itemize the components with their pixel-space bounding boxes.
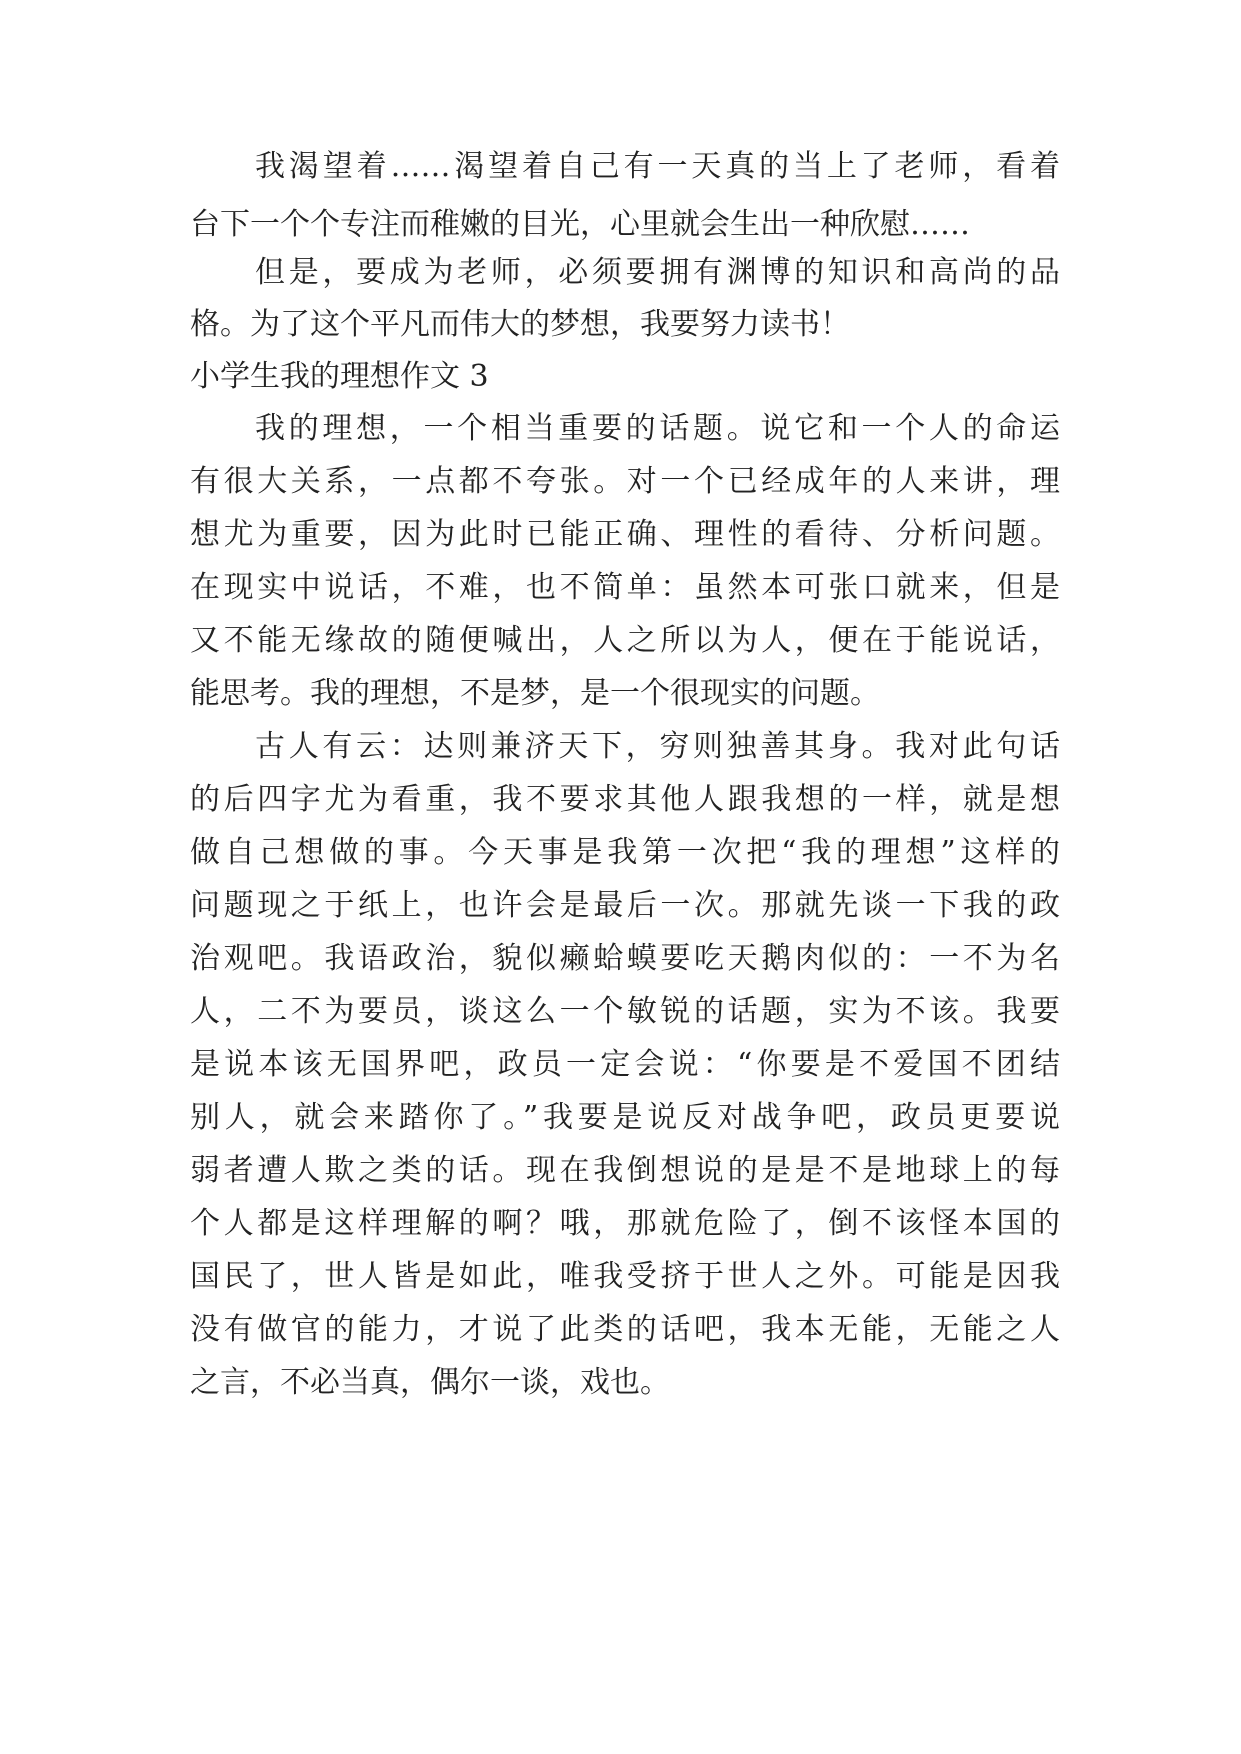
para4-line-5: 治观吧。我语政治，貌似癞蛤蟆要吃天鹅肉似的：一不为名 <box>190 941 1060 976</box>
para4-line-4: 问题现之于纸上，也许会是最后一次。那就先谈一下我的政 <box>190 888 1060 923</box>
para3-line-4: 在现实中说话，不难，也不简单：虽然本可张口就来，但是 <box>190 570 1060 605</box>
para4-line-11: 国民了，世人皆是如此，唯我受挤于世人之外。可能是因我 <box>190 1259 1060 1294</box>
para1-line-2: 台下一个个专注而稚嫩的目光，心里就会生出一种欣慰…… <box>190 207 970 242</box>
para2-line-2: 格。为了这个平凡而伟大的梦想，我要努力读书！ <box>190 307 850 342</box>
para4-line-6: 人，二不为要员，谈这么一个敏锐的话题，实为不该。我要 <box>190 994 1060 1029</box>
para3-line-6: 能思考。我的理想，不是梦，是一个很现实的问题。 <box>190 676 880 711</box>
para4-line-7: 是说本该无国界吧，政员一定会说：“你要是不爱国不团结 <box>190 1047 1060 1082</box>
para3-line-3: 想尤为重要，因为此时已能正确、理性的看待、分析问题。 <box>190 517 1060 552</box>
para4-line-8: 别人，就会来踏你了。”我要是说反对战争吧，政员更要说 <box>190 1100 1060 1135</box>
para3-line-1: 我的理想，一个相当重要的话题。说它和一个人的命运 <box>255 411 1060 446</box>
para4-line-1: 古人有云：达则兼济天下，穷则独善其身。我对此句话 <box>255 729 1060 764</box>
section-heading: 小学生我的理想作文 3 <box>190 359 489 394</box>
para4-line-10: 个人都是这样理解的啊？哦，那就危险了，倒不该怪本国的 <box>190 1206 1060 1241</box>
para3-line-2: 有很大关系，一点都不夸张。对一个已经成年的人来讲，理 <box>190 464 1060 499</box>
para3-line-5: 又不能无缘故的随便喊出，人之所以为人，便在于能说话， <box>190 623 1060 658</box>
para4-line-3: 做自己想做的事。今天事是我第一次把“我的理想”这样的 <box>190 835 1060 870</box>
para4-line-13: 之言，不必当真，偶尔一谈，戏也。 <box>190 1365 670 1400</box>
para4-line-2: 的后四字尤为看重，我不要求其他人跟我想的一样，就是想 <box>190 782 1060 817</box>
para1-line-1: 我渴望着……渴望着自己有一天真的当上了老师，看着 <box>255 149 1060 184</box>
para4-line-12: 没有做官的能力，才说了此类的话吧，我本无能，无能之人 <box>190 1312 1060 1347</box>
para2-line-1: 但是，要成为老师，必须要拥有渊博的知识和高尚的品 <box>255 255 1060 290</box>
para4-line-9: 弱者遭人欺之类的话。现在我倒想说的是是不是地球上的每 <box>190 1153 1060 1188</box>
